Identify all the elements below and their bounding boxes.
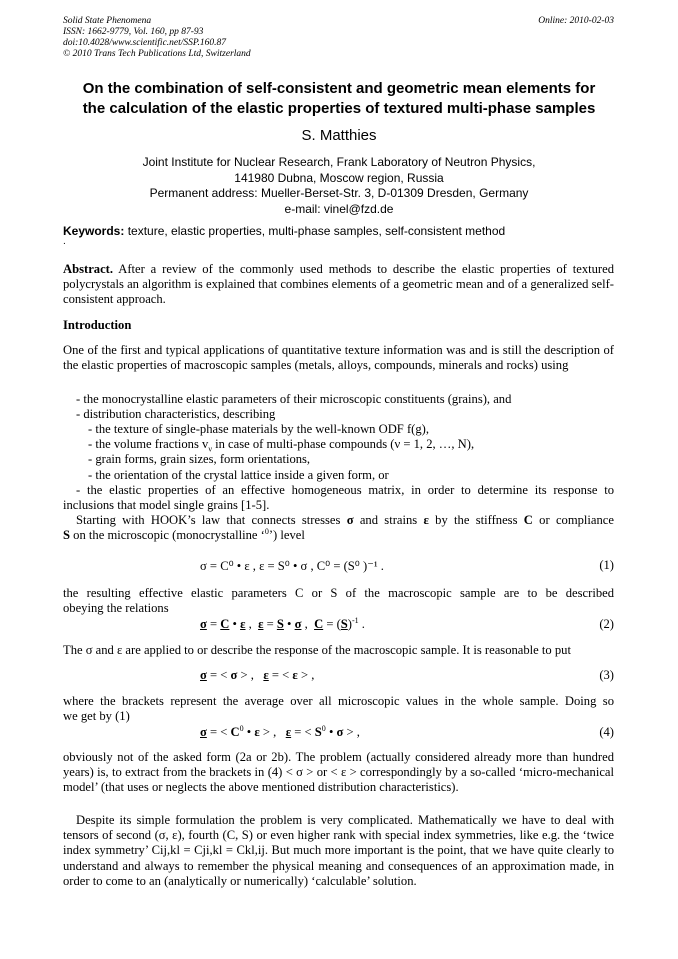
list-sub-item: - grain forms, grain sizes, form orientations,: [88, 452, 311, 466]
list-item: - the elastic properties of an effective homogeneous matrix, in order to determine its response to: [76, 483, 614, 497]
paragraph-line: obeying the relations: [63, 601, 169, 615]
section-heading: Introduction: [63, 318, 132, 332]
list-sub-item: - the volume fractions $v_\nu$ in case of multi-phase compounds (ν = 1, 2, …, N),: [88, 437, 475, 454]
email: e-mail: vinel@fzd.de: [284, 201, 394, 216]
keywords-label: Keywords:: [63, 224, 125, 238]
list-sub-item: - the texture of single-phase materials by the well-known ODF f(g),: [88, 422, 429, 436]
equation-number: (2): [599, 617, 614, 631]
paragraph: Despite its simple formulation the problem is very complicated. Mathematically we have to deal with tensors of second (σ, ε), fourth (C, S) or even higher rank with special index symmetries, like e.g. the ‘twice index symmetry’ Cij,kl = Cji,kl = Ckl,ij. But much more important is the point, that we have quite clearly to understand and always to remember the physical meaning and consequences of an approximation made, in order to come to an (analytically or numerically) ‘calculable’ solution.: [63, 813, 614, 888]
abstract: [63, 262, 614, 308]
journal-header: [63, 16, 251, 60]
paragraph-line: where the brackets represent the average over all microscopic values in the whole sample. Doing so: [63, 694, 614, 708]
list-sub-item: - the orientation of the crystal lattice inside a given form, or: [88, 468, 389, 482]
equation-4: σ = < $C^0$ • ε > , ε = < $S^0$ • σ > ,: [200, 723, 360, 739]
paragraph-line: the resulting effective elastic parameters C or S of the macroscopic sample are to be described: [63, 586, 614, 600]
intro-paragraph: One of the first and typical applications of quantitative texture information was and is still the description of the elastic properties of macroscopic samples (metals, alloys, compounds, minerals and rocks) using: [63, 343, 614, 373]
hook-line-2: S on the microscopic (monocrystalline ‘$^0$’) level: [63, 526, 305, 542]
online-date: Online: 2010-02-03: [538, 16, 614, 26]
affiliation-line-2: 141980 Dubna, Moscow region, Russia: [234, 170, 444, 185]
hook-line-1: Starting with HOOK’s law that connects stresses σ and strains ε by the stiffness C or compliance: [76, 513, 614, 527]
copyright: © 2010 Trans Tech Publications Ltd, Switzerland: [63, 49, 251, 59]
list-item: - distribution characteristics, describing: [76, 407, 276, 421]
paragraph-line: The σ and ε are applied to or describe the response of the macroscopic sample. It is reasonable to put: [63, 643, 571, 657]
list-item: - the monocrystalline elastic parameters of their microscopic constituents (grains), and: [76, 392, 512, 406]
equation-number: (4): [599, 725, 614, 739]
equation-2: σ = C • ε , ε = S • σ , $C = (S)^{-1}$ .: [200, 615, 365, 631]
paragraph-line: we get by (1): [63, 709, 130, 723]
equation-3: σ = < σ > , ε = < ε > ,: [200, 668, 315, 682]
issn: ISSN: 1662-9779, Vol. 160, pp 87-93: [63, 27, 204, 37]
title-line-1: On the combination of self-consistent and geometric mean elements for: [82, 80, 596, 97]
journal-name: Solid State Phenomena: [63, 16, 152, 26]
abstract-label: Abstract.: [63, 262, 114, 276]
affiliation-line-1: Joint Institute for Nuclear Research, Frank Laboratory of Neutron Physics,: [142, 155, 536, 169]
keywords: [63, 224, 623, 239]
abstract-text: After a review of the commonly used methods to describe the elastic properties of textured polycrystals an algorithm is explained that combines elements of a geometric mean and of a generalized self-consistent approach.: [63, 262, 614, 307]
title-line-2: the calculation of the elastic properties of textured multi-phase samples: [82, 100, 596, 117]
paper-title: [40, 79, 638, 119]
keywords-text: texture, elastic properties, multi-phase samples, self-consistent method: [127, 224, 506, 238]
equation-1: σ = C⁰ • ε , ε = S⁰ • σ , C⁰ = (S⁰ )⁻¹ .: [200, 559, 384, 573]
stray-dot: .: [63, 236, 66, 247]
affiliation-line-3: Permanent address: Mueller-Berset-Str. 3, D-01309 Dresden, Germany: [149, 186, 529, 200]
doi: doi:10.4028/www.scientific.net/SSP.160.87: [63, 38, 226, 48]
list-item-continued: inclusions that model single grains [1-5].: [63, 498, 270, 512]
paragraph: obviously not of the asked form (2a or 2b). The problem (actually considered already more than hundred years) is, to extract from the brackets in (4) < σ > or < ε > correspondingly by a so-called ‘micro-mechanical model’ (that uses or neglects the above mentioned distribution characteristics).: [63, 750, 614, 795]
equation-number: (1): [599, 558, 614, 572]
equation-number: (3): [599, 668, 614, 682]
affiliation: [40, 155, 638, 217]
author: S. Matthies: [301, 127, 377, 144]
